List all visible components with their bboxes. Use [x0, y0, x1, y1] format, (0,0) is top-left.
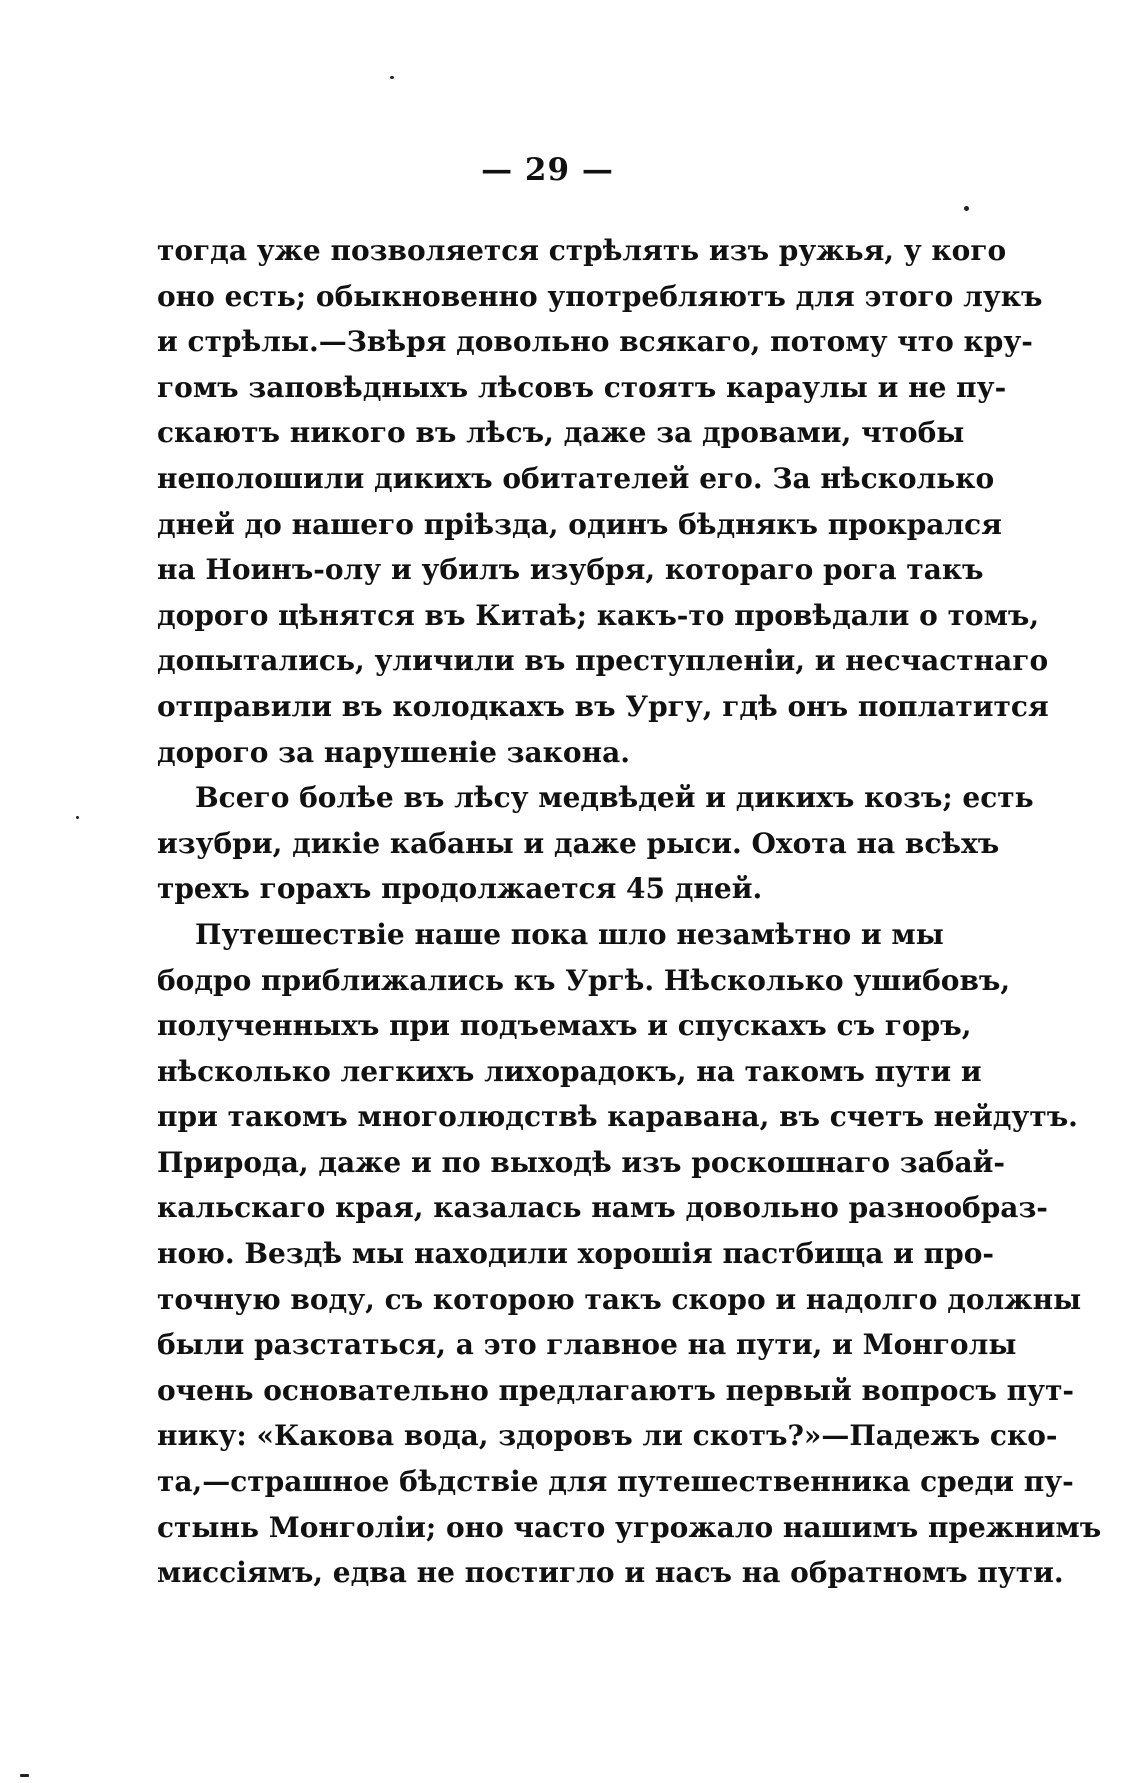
- page-number: — 29 —: [481, 152, 614, 188]
- text-line: та,—страшное бѣдствiе для путешественника среди пу-: [157, 1465, 1074, 1499]
- text-line: оно есть; обыкновенно употребляютъ для этого лукъ: [157, 279, 1043, 313]
- text-line: нѣсколько легкихъ лихорадокъ, на такомъ пути и: [157, 1054, 982, 1088]
- text-line: Путешествiе наше пока шло незамѣтно и мы: [195, 917, 944, 951]
- text-line: полученныхъ при подъемахъ и спускахъ съ горъ,: [157, 1009, 972, 1043]
- paragraph-1: [157, 228, 1049, 775]
- text-line: Всего болѣе въ лѣсу медвѣдей и дикихъ козъ; есть: [195, 781, 1034, 815]
- text-line: ною. Вездѣ мы находили хорошiя пастбища и про-: [157, 1237, 994, 1271]
- text-line: скаютъ никого въ лѣсъ, даже за дровами, чтобы: [157, 416, 965, 450]
- text-line: точную воду, съ которою такъ скоро и надолго должны: [157, 1282, 1082, 1316]
- text-line: бодро приближались къ Ургѣ. Нѣсколько ушибовъ,: [157, 963, 1011, 997]
- text-line: очень основательно предлагаютъ первый вопросъ пут-: [157, 1373, 1075, 1407]
- text-line: на Ноинъ-олу и убилъ изубря, котораго рога такъ: [157, 553, 984, 587]
- text-line: дорого за нарушенiе закона.: [157, 735, 630, 769]
- text-line: при такомъ многолюдствѣ каравана, въ счетъ нейдутъ.: [157, 1100, 1078, 1134]
- body-text: [157, 228, 1102, 1596]
- text-line: неполошили дикихъ обитателей его. За нѣсколько: [157, 461, 995, 495]
- text-line: Природа, даже и по выходѣ изъ роскошнаго забай-: [157, 1145, 1005, 1179]
- paragraph-2: [157, 775, 1034, 912]
- text-line: дорого цѣнятся въ Китаѣ; какъ-то провѣдали о томъ,: [157, 598, 1040, 632]
- scan-speck: [964, 206, 969, 211]
- text-line: гомъ заповѣдныхъ лѣсовъ стоятъ караулы и не пу-: [157, 370, 1007, 404]
- scan-speck: [390, 76, 394, 79]
- text-line: нику: «Какова вода, здоровъ ли скотъ?»—Падежъ ско-: [157, 1419, 1058, 1453]
- text-line: отправили въ колодкахъ въ Ургу, гдѣ онъ поплатится: [157, 689, 1049, 723]
- paragraph-3: [157, 912, 1102, 1596]
- text-line: тогда уже позволяется стрѣлять изъ ружья, у кого: [157, 234, 1007, 267]
- text-line: и стрѣлы.—Звѣря довольно всякаго, потому что кру-: [157, 325, 1033, 359]
- scan-speck: [20, 1774, 29, 1777]
- text-line: изубри, дикiе кабаны и даже рыси. Охота на всѣхъ: [157, 826, 1000, 860]
- text-line: стынь Монголiи; оно часто угрожало нашимъ прежнимъ: [157, 1510, 1102, 1544]
- text-line: допытались, уличили въ преступленiи, и несчастнаго: [157, 644, 1049, 678]
- scan-speck: [76, 816, 79, 819]
- text-line: миссiямъ, едва не постигло и насъ на обратномъ пути.: [157, 1556, 1064, 1590]
- text-line: трехъ горахъ продолжается 45 дней.: [157, 872, 763, 906]
- text-line: кальскаго края, казалась намъ довольно разнообраз-: [157, 1191, 1048, 1225]
- text-line: дней до нашего прiѣзда, одинъ бѣднякъ прокрался: [157, 507, 1002, 541]
- text-line: были разстаться, а это главное на пути, и Монголы: [157, 1328, 1017, 1362]
